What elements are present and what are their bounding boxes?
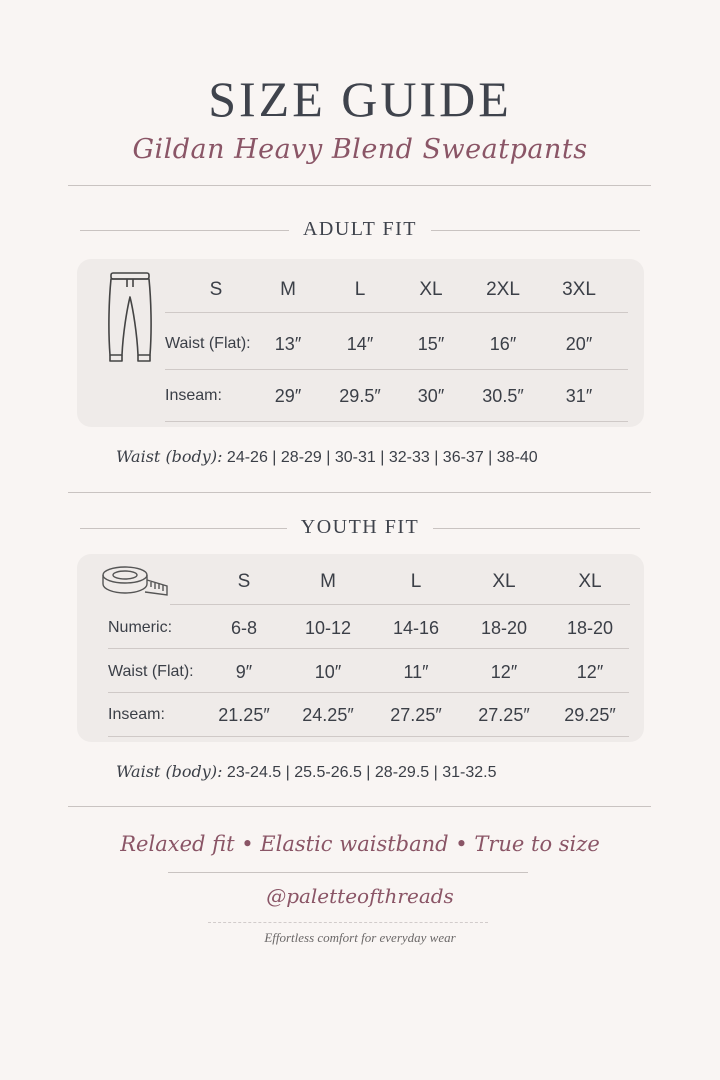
note-label: Waist (body): <box>116 447 223 466</box>
divider <box>68 806 651 807</box>
row-label: Waist (Flat): <box>165 335 251 352</box>
table-cell: 30.5″ <box>482 386 524 406</box>
table-cell: 9″ <box>235 662 253 682</box>
size-header: S <box>209 279 223 300</box>
page-subtitle: Gildan Heavy Blend Sweatpants <box>132 134 588 165</box>
youth-waist-body-note <box>116 762 496 782</box>
size-header: S <box>237 571 251 592</box>
row-divider <box>165 312 628 313</box>
table-cell: 18-20 <box>566 618 614 638</box>
note-values: 23-24.5 | 25.5-26.5 | 28-29.5 | 31-32.5 <box>226 764 497 781</box>
footer-note: Effortless comfort for everyday wear <box>264 930 456 945</box>
footer-rule <box>168 872 528 873</box>
youth-section-title: YOUTH FIT <box>0 516 720 539</box>
divider <box>68 492 651 493</box>
size-header: XL <box>419 279 443 300</box>
size-header: M <box>320 571 336 592</box>
page-title: SIZE GUIDE <box>208 71 512 127</box>
table-cell: 27.25″ <box>478 705 530 725</box>
table-cell: 15″ <box>417 334 445 354</box>
row-divider <box>108 648 629 649</box>
sweatpants-icon <box>105 269 155 365</box>
divider <box>68 185 651 186</box>
table-cell: 10-12 <box>304 618 352 638</box>
size-header: L <box>410 571 422 592</box>
table-cell: 21.25″ <box>218 705 270 725</box>
table-cell: 24.25″ <box>302 705 354 725</box>
table-cell: 13″ <box>274 334 302 354</box>
table-cell: 29.5″ <box>339 386 381 406</box>
table-cell: 16″ <box>489 334 517 354</box>
row-label: Numeric: <box>108 619 173 636</box>
adult-waist-body-note <box>116 447 538 467</box>
table-cell: 29.25″ <box>564 705 616 725</box>
size-header: XL <box>492 571 516 592</box>
table-cell: 10″ <box>314 662 342 682</box>
table-cell: 12″ <box>576 662 604 682</box>
table-cell: 30″ <box>417 386 445 406</box>
table-cell: 12″ <box>490 662 518 682</box>
row-divider <box>170 604 630 605</box>
table-cell: 14-16 <box>392 618 440 638</box>
row-divider <box>165 369 628 370</box>
row-label: Inseam: <box>108 706 165 723</box>
table-cell: 11″ <box>403 662 429 682</box>
table-cell: 6-8 <box>230 618 257 638</box>
table-cell: 14″ <box>346 334 374 354</box>
table-cell: 31″ <box>565 386 593 406</box>
row-divider <box>108 692 629 693</box>
table-cell: 20″ <box>565 334 593 354</box>
note-label: Waist (body): <box>116 762 223 781</box>
size-header: 3XL <box>562 279 596 300</box>
social-handle[interactable]: @paletteofthreads <box>266 884 454 908</box>
adult-section-title: ADULT FIT <box>0 218 720 241</box>
row-divider <box>108 736 629 737</box>
table-cell: 18-20 <box>480 618 528 638</box>
row-label: Inseam: <box>165 387 222 404</box>
measuring-tape-icon <box>101 562 171 598</box>
row-divider <box>165 421 628 422</box>
size-header: XL <box>578 571 602 592</box>
size-header: 2XL <box>486 279 520 300</box>
tagline: Relaxed fit • Elastic waistband • True to size <box>120 832 600 856</box>
size-header: M <box>280 279 296 300</box>
size-header: L <box>354 279 366 300</box>
row-label: Waist (Flat): <box>108 663 194 680</box>
table-cell: 27.25″ <box>390 705 442 725</box>
footer-dashed-rule <box>208 922 488 924</box>
note-values: 24-26 | 28-29 | 30-31 | 32-33 | 36-37 | 38-40 <box>226 449 538 466</box>
table-cell: 29″ <box>274 386 302 406</box>
